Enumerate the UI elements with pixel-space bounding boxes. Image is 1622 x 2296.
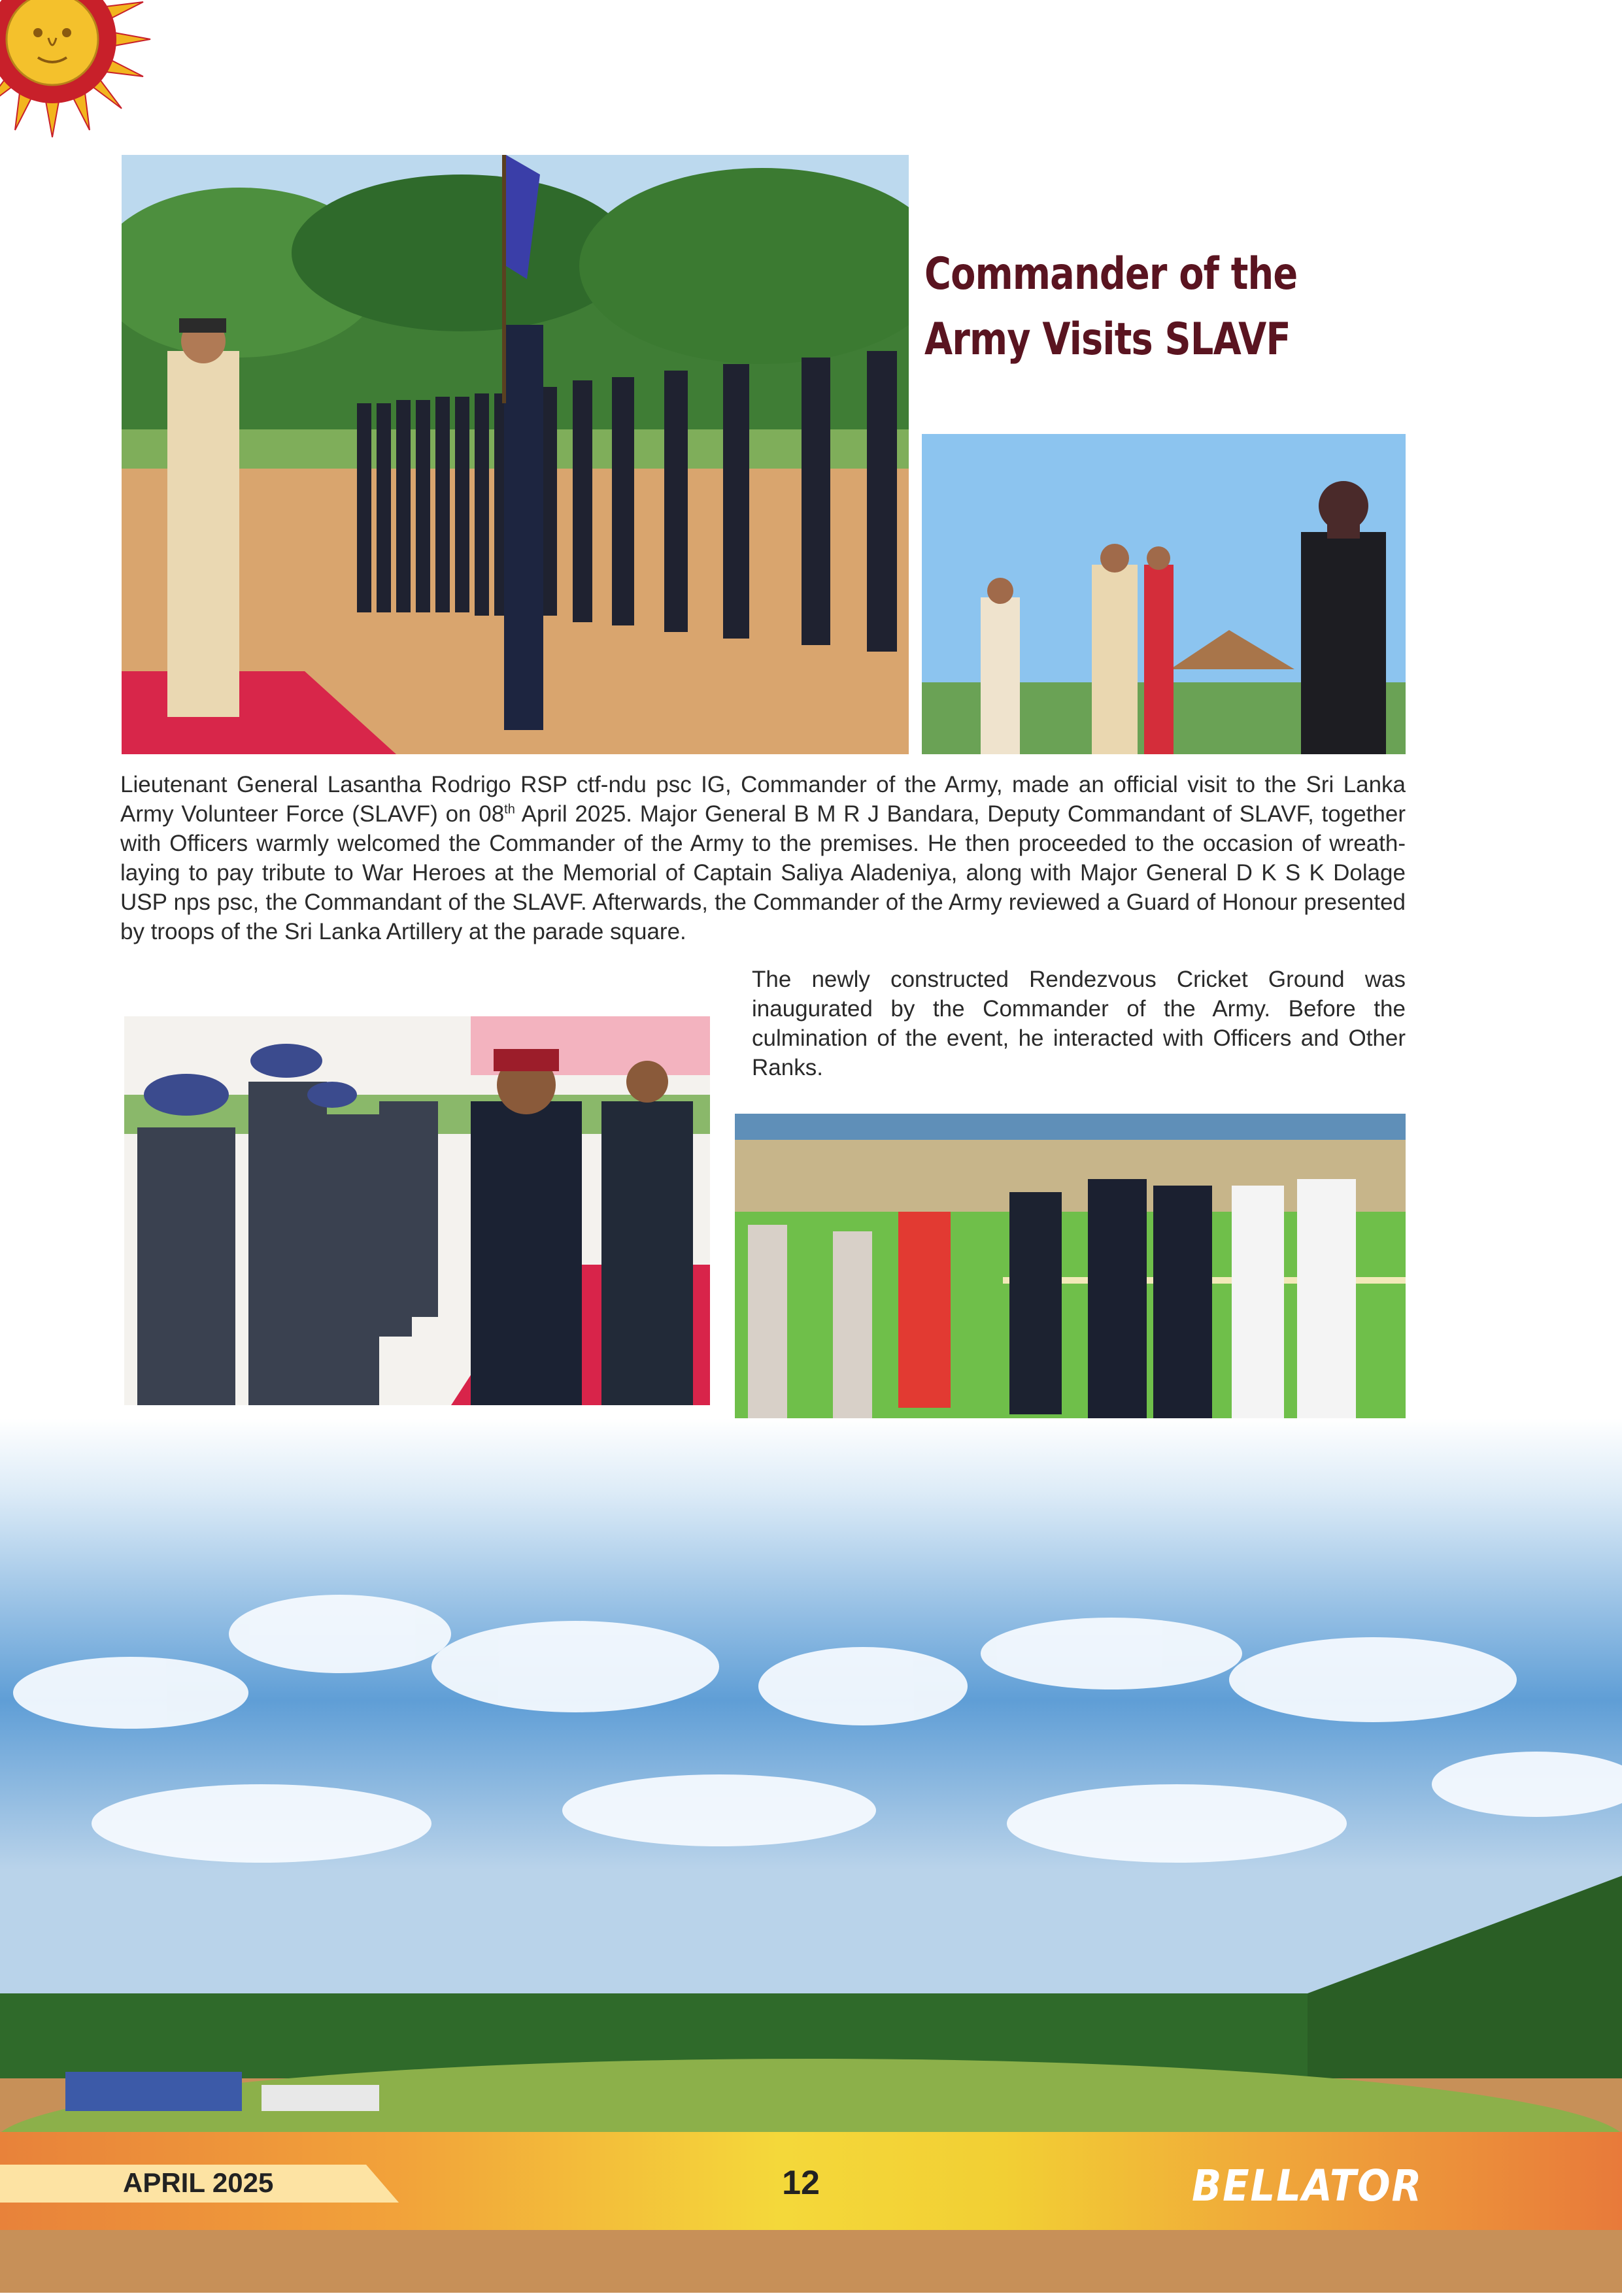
magazine-brand-logo: BELLATOR bbox=[1192, 2161, 1423, 2211]
article-paragraph-2: The newly constructed Rendezvous Cricket Ground was inaugurated by the Commander of the Army. Before the culmination of the event, he interacted with Officers and Other Ranks. bbox=[752, 967, 1406, 1080]
handshake-photo bbox=[124, 1016, 710, 1405]
title-line-2: Army Visits SLAVF bbox=[924, 314, 1291, 365]
para1-ordinal-suffix: th bbox=[504, 802, 515, 817]
sun-emblem-icon bbox=[0, 0, 183, 170]
memorial-salute-photo bbox=[922, 434, 1406, 754]
para1-text-end: April 2025. Major General B M R J Bandara, Deputy Commandant of SLAVF, together with Officers warmly welcomed the Commander of the Army to the premises. He then proceeded to the occasion of wreath-laying to pay tribute to War Heroes at the Memorial of Captain Saliya Aladeniya, along with Major General D K S K Dolage USP nps psc, the Commandant of the SLAVF. Afterwards, the Commander of the Army reviewed a Guard of Honour presented by troops of the Sri Lanka Artillery at the parade square. bbox=[120, 801, 1406, 944]
footer-date: APRIL 2025 bbox=[123, 2167, 274, 2198]
article-title bbox=[924, 242, 1310, 373]
article-paragraph-1 bbox=[120, 770, 1406, 946]
para1-text-start: Lieutenant General Lasantha Rodrigo RSP ctf-ndu psc IG, Commander of the Army, made an official visit to the Sri Lanka Army Volunteer Force (SLAVF) on 08 bbox=[120, 772, 1406, 827]
title-line-1: Commander of the bbox=[924, 248, 1298, 300]
guard-of-honour-photo bbox=[122, 155, 909, 754]
page-number: 12 bbox=[782, 2164, 820, 2202]
